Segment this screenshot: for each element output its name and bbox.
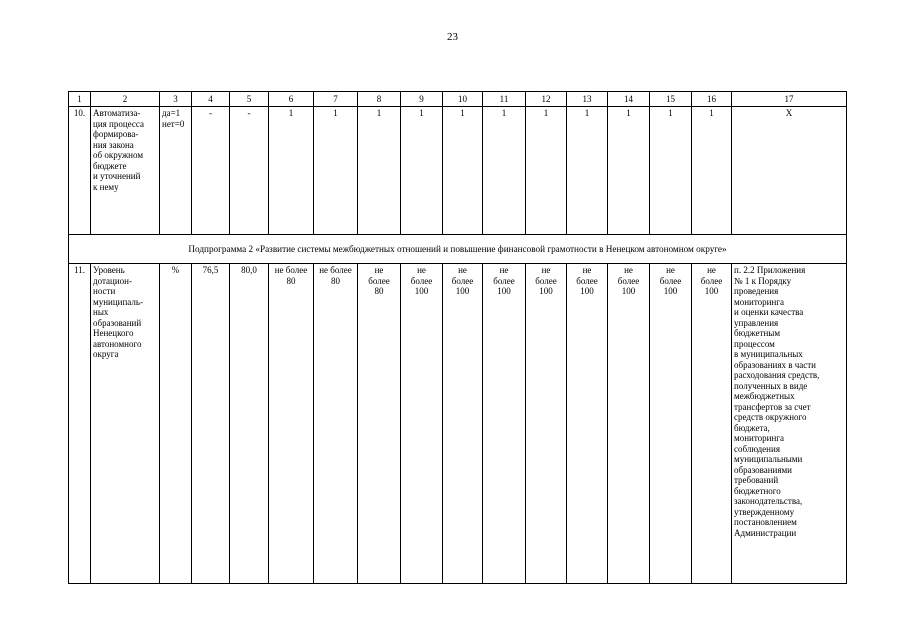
value-cell: 1 bbox=[526, 107, 567, 235]
value-cell: не более 100 bbox=[401, 264, 443, 584]
header-cell: 15 bbox=[650, 92, 692, 107]
value-cell: 80,0 bbox=[230, 264, 269, 584]
header-cell: 14 bbox=[608, 92, 650, 107]
header-cell: 3 bbox=[160, 92, 192, 107]
header-cell: 17 bbox=[732, 92, 847, 107]
header-cell: 9 bbox=[401, 92, 443, 107]
value-cell: не более 100 bbox=[526, 264, 567, 584]
indicator-name: Автоматиза- ция процесса формирова- ния закона об окружном бюджете и уточнений к нему bbox=[91, 107, 160, 235]
value-cell: не более 80 bbox=[269, 264, 314, 584]
value-cell: 1 bbox=[401, 107, 443, 235]
row-number: 11. bbox=[69, 264, 91, 584]
source-cell: п. 2.2 Приложения № 1 к Порядку проведения мониторинга и оценки качества управления бюджетным процессом в муниципальных образованиях в части расходования средств, полученных в виде межбюджетных трансфертов за счет средств окружного бюджета, мониторинга соблюдения муниципальными образованиями требований бюджетного законодательства, утвержденному постановлением Администрации bbox=[732, 264, 847, 584]
subprogram-title: Подпрограмма 2 «Развитие системы межбюджетных отношений и повышение финансовой грамотности в Ненецком автономном округе» bbox=[69, 235, 847, 264]
value-cell: 1 bbox=[608, 107, 650, 235]
header-cell: 10 bbox=[443, 92, 483, 107]
table-row bbox=[69, 264, 847, 584]
indicators-table bbox=[68, 91, 847, 584]
value-cell: - bbox=[230, 107, 269, 235]
value-cell: не более 80 bbox=[358, 264, 401, 584]
value-cell: 1 bbox=[314, 107, 358, 235]
value-cell: 1 bbox=[269, 107, 314, 235]
table-row bbox=[69, 107, 847, 235]
source-cell: Х bbox=[732, 107, 847, 235]
value-cell: не более 100 bbox=[443, 264, 483, 584]
header-cell: 2 bbox=[91, 92, 160, 107]
value-cell: не более 100 bbox=[608, 264, 650, 584]
header-cell: 13 bbox=[567, 92, 608, 107]
page-number: 23 bbox=[447, 31, 458, 43]
header-row bbox=[69, 92, 847, 107]
value-cell: 1 bbox=[692, 107, 732, 235]
value-cell: 1 bbox=[650, 107, 692, 235]
value-cell: - bbox=[192, 107, 230, 235]
value-cell: не более 100 bbox=[692, 264, 732, 584]
value-cell: 76,5 bbox=[192, 264, 230, 584]
value-cell: 1 bbox=[483, 107, 526, 235]
header-cell: 16 bbox=[692, 92, 732, 107]
header-cell: 8 bbox=[358, 92, 401, 107]
indicator-name: Уровень дотацион- ности муниципаль- ных образований Ненецкого автономного округа bbox=[91, 264, 160, 584]
subprogram-row bbox=[69, 235, 847, 264]
value-cell: не более 100 bbox=[650, 264, 692, 584]
header-cell: 11 bbox=[483, 92, 526, 107]
value-cell: 1 bbox=[358, 107, 401, 235]
header-cell: 7 bbox=[314, 92, 358, 107]
value-cell: не более 80 bbox=[314, 264, 358, 584]
header-cell: 12 bbox=[526, 92, 567, 107]
header-cell: 1 bbox=[69, 92, 91, 107]
unit-cell: да=1 нет=0 bbox=[160, 107, 192, 235]
unit-cell: % bbox=[160, 264, 192, 584]
header-cell: 5 bbox=[230, 92, 269, 107]
value-cell: 1 bbox=[567, 107, 608, 235]
row-number: 10. bbox=[69, 107, 91, 235]
header-cell: 4 bbox=[192, 92, 230, 107]
header-cell: 6 bbox=[269, 92, 314, 107]
value-cell: не более 100 bbox=[567, 264, 608, 584]
value-cell: не более 100 bbox=[483, 264, 526, 584]
value-cell: 1 bbox=[443, 107, 483, 235]
